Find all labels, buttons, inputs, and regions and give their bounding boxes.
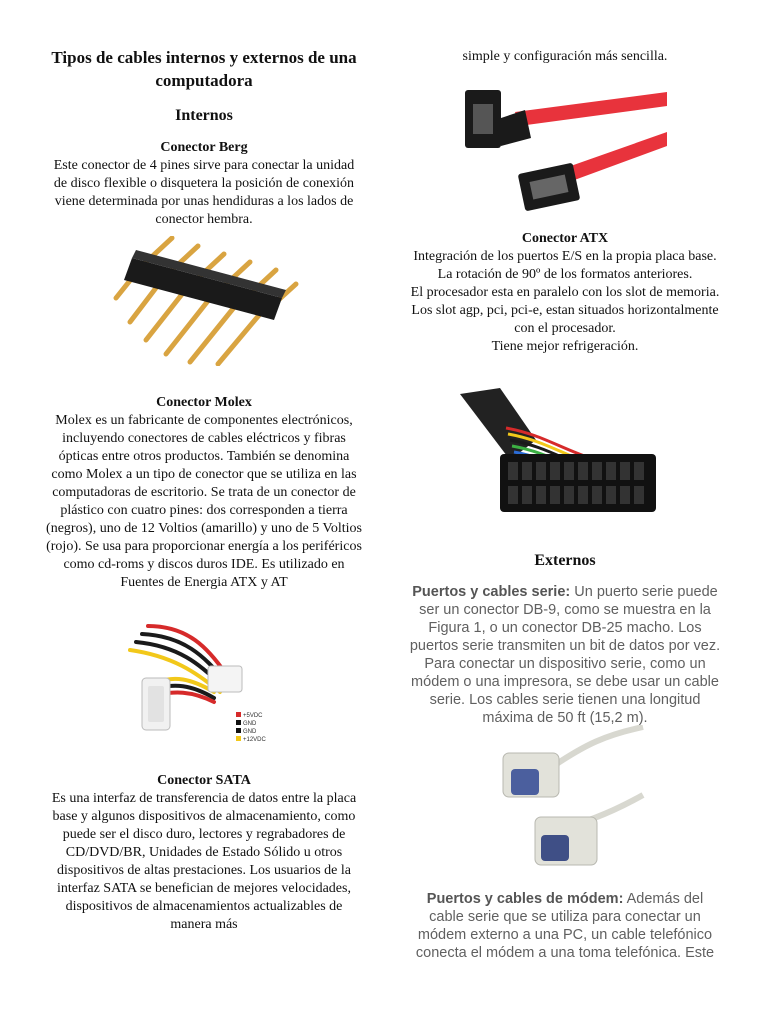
serial-cable-image	[495, 725, 645, 885]
atx-line: El procesador esta en paralelo con los slot de memoria.	[410, 285, 720, 300]
sata-section	[46, 772, 362, 934]
molex-text: Molex es un fabricante de componentes electrónicos, incluyendo conectores de cables eléctricos y fibras ópticas entre otros productos. También se denomina como Molex a un tipo de conector que se utiliza en las computadoras de escritorio. Se trata de un conector de plástico con cuatro pines: dos corresponden a tierra (negros), uno de 12 Voltios (amarillo) y uno de 5 Voltios (rojo). Se usa para proporcionar energía a los periféricos como cd-roms y discos duros IDE. Es utilizado en Fuentes de Energia ATX y AT	[46, 413, 362, 590]
serie-paragraph	[408, 583, 722, 727]
atx-connector-image	[460, 388, 660, 520]
black-swatch-icon	[236, 720, 241, 725]
red-swatch-icon	[236, 712, 241, 717]
atx-line: Los slot agp, pci, pci-e, estan situados horizontalmente con el procesador.	[411, 303, 719, 336]
atx-line: La rotación de 90º de los formatos anteriores.	[437, 267, 693, 282]
document-title: Tipos de cables internos y externos de una computadora	[51, 48, 357, 90]
internos-heading: Internos	[175, 107, 233, 124]
sata-text: Es una interfaz de transferencia de datos entre la placa base y algunos dispositivos de almacenamiento, como puede ser el disco duro, lectores y regrabadores de CD/DVD/BR, Unidades de Estado Sólido u otros dispositivos de altas prestaciones. Los usuarios de la interfaz SATA se benefician de mejores velocidades, dispositivos de almacenamientos actualizables de manera más	[51, 791, 357, 932]
molex-pin-legend: +5VDC GND GND +12VDC	[236, 712, 284, 744]
serie-label: Puertos y cables serie:	[412, 584, 571, 600]
molex-title: Conector Molex	[156, 395, 252, 410]
black-swatch-icon	[236, 728, 241, 733]
modem-paragraph	[408, 890, 722, 962]
sata-cable-image	[455, 80, 670, 216]
atx-section	[408, 230, 722, 356]
sata-title: Conector SATA	[157, 773, 251, 788]
atx-line: Integración de los puertos E/S en la propia placa base.	[413, 249, 717, 264]
molex-section	[46, 394, 362, 592]
berg-section	[46, 139, 362, 229]
berg-text: Este conector de 4 pines sirve para conectar la unidad de disco flexible o disquetera la posición de conexión viene determinada por unas hendiduras a los lados de conector hembra.	[53, 158, 355, 227]
modem-label: Puertos y cables de módem:	[426, 891, 624, 907]
sata-continued: simple y configuración más sencilla.	[462, 49, 668, 64]
atx-line: Tiene mejor refrigeración.	[491, 339, 639, 354]
externos-heading: Externos	[534, 552, 596, 569]
serie-text: Un puerto serie puede ser un conector DB-9, como se muestra en la Figura 1, o un conector DB-25 macho. Los puertos serie transmiten un bit de datos por vez. Para conectar un dispositivo serie, como un módem o una impresora, se debe usar un cable serie. Los cables serie tienen una longitud máxima de 50 ft (15,2 m).	[409, 584, 721, 726]
berg-title: Conector Berg	[160, 140, 248, 155]
modem-text: Además del cable serie que se utiliza para conectar un módem externo a una PC, un cable telefónico conecta el módem a una toma telefónica. Este	[415, 891, 715, 961]
atx-title: Conector ATX	[521, 231, 609, 246]
yellow-swatch-icon	[236, 736, 241, 741]
berg-connector-image	[110, 236, 300, 366]
